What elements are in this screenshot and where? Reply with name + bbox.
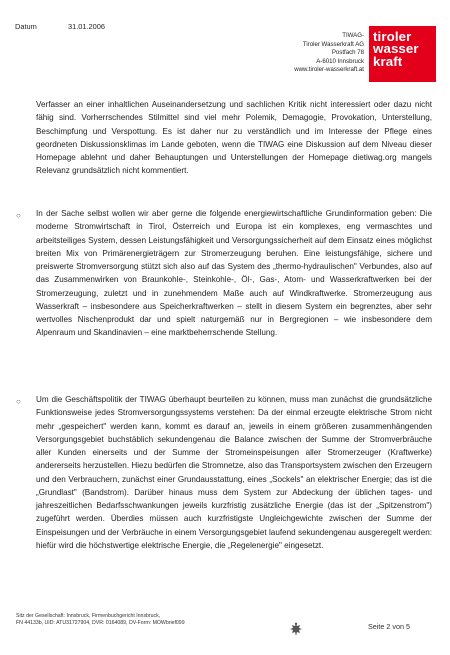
address-line: TIWAG- bbox=[342, 32, 364, 39]
tiroler-wasserkraft-logo bbox=[369, 26, 436, 82]
address-website: www.tiroler-wasserkraft.at bbox=[294, 66, 364, 74]
sender-address bbox=[204, 32, 364, 75]
company-registration bbox=[16, 613, 185, 626]
tyrolean-eagle-icon bbox=[289, 622, 303, 638]
date-value: 31.01.2006 bbox=[68, 22, 105, 31]
page-number: Seite 2 von 5 bbox=[368, 622, 410, 631]
address-line: A-6010 Innsbruck bbox=[316, 57, 364, 65]
paragraph-geschaeftspolitik: Um die Geschäftspolitik der TIWAG überhaupt beurteilen zu können, muss man zunächst die grundsätzliche Funktionsweise jedes Stromversorgungssystems verstehen: Da der einmal erzeugte elektrische Strom nicht mehr „gespeichert" werden kann, kommt es darauf an, jeweils in einem größeren zusammenhängenden Versorgungsgebiet buchstäblich sekundengenau die Balance zwischen der Summe der Stromverbräuche aller Kunden einerseits und der Summe der Stromeinspeisungen aller Stromerzeuger (Kraftwerke) andererseits herzustellen. Hiezu bedürfen die Stromnetze, also das Transportsystem zwischen den Erzeugern und den Verbrauchern, zunächst einer Grundausstattung, eines „Sockels" an elektrischer Energie; das ist die „Grundlast" (Bandstrom). Darüber hinaus muss dem System zur Abdeckung der üblichen tages- und jahreszeitlichen Bedarfsschwankungen jeweils kurzfristig zusätzliche Energie (das ist der „Spitzenstrom") zugeführt werden. Überdies müssen auch kurzfristigste Ungleichgewichte zwischen der Summe der Einspeisungen und der Verbräuche in einem Versorgungsgebiet laufend sekundengenau ausgeregelt werden: hiefür wird die höchstwertige elektrische Energie, die „Regelenergie" eingesetzt. bbox=[36, 395, 432, 550]
registration-line: Sitz der Gesellschaft: Innsbruck, Firmenbuchgericht Innsbruck, bbox=[16, 613, 161, 619]
address-line: Tiroler Wasserkraft AG bbox=[302, 40, 364, 48]
bullet-icon: ○ bbox=[16, 397, 21, 406]
paragraph-intro: Verfasser an einer inhaltlichen Auseinandersetzung und sachlichen Kritik nicht interessiert oder dazu nicht fähig sind. Vorherrschendes Stilmittel sind viel mehr Polemik, Demagogie, Provokation, Unterstellung, Beschimpfung und Verspottung. Es ist daher nur zu verständlich und im Interesse der Pflege eines geordneten Diskussionsklimas im Lande geboten, wenn die TIWAG eine Diskussion auf dem Niveau dieser Homepage ablehnt und daher Behauptungen und Unterstellungen der Homepage dietiwag.org mangels Relevanz grundsätzlich nicht kommentiert. bbox=[36, 100, 432, 176]
logo-line: wasser bbox=[373, 41, 419, 57]
logo-line: tiroler bbox=[373, 29, 412, 44]
address-line: Postfach 78 bbox=[331, 49, 364, 57]
paragraph-grundinformation: In der Sache selbst wollen wir aber gerne die folgende energiewirtschaftliche Grundinformation geben: Die moderne Stromwirtschaft in Tirol, Österreich und Europa ist ein komplexes, eng vermaschtes und arbeitsteiliges System, dessen Leistungsfähigkeit und Versorgungssicherheit auf dem Einsatz eines möglichst breiten Mix von Primärenergieträgern zur Stromerzeugung beruhen. Eine leistungsfähige, sichere und preiswerte Stromversorgung stützt sich also auf das System des „thermo-hydraulischen" Verbundes, also auf das Zusammenwirken von Braunkohle-, Steinkohle-, Öl-, Gas-, Atom- und Wasserkraftwerken bei der Stromerzeugung, zuletzt und in zunehmendem Maße auch auf Windkraftwerke. Stromerzeugung aus Wasserkraft – insbesondere aus Speicherkraftwerken – stellt in diesem System ein begrenztes, aber sehr wertvolles Nischenprodukt dar und spielt naturgemäß nur in Bergregionen – wie insbesondere dem Alpenraum und Skandinavien – eine marktbeherrschende Stellung. bbox=[36, 209, 432, 338]
logo-line: kraft bbox=[373, 53, 403, 69]
bullet-icon: ○ bbox=[16, 211, 21, 220]
date-label: Datum bbox=[15, 22, 37, 31]
registration-line: FN 44133b, UID: ATU31727904, DVR: 0164089, DV-Form: MOWbrief099 bbox=[16, 619, 185, 626]
